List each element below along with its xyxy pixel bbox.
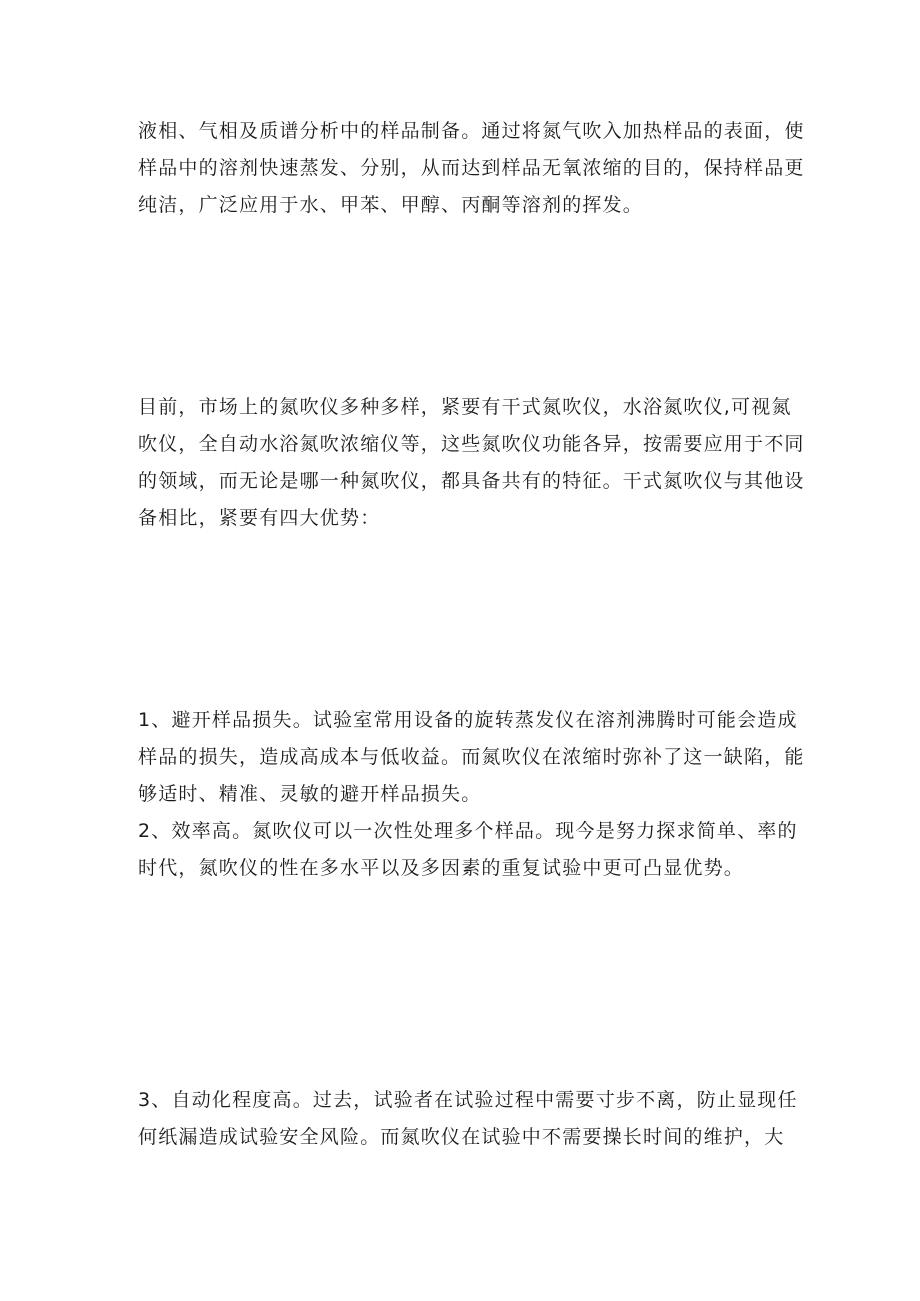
paragraph-sample-preparation: [138, 113, 805, 224]
text-line: 目前，市场上的氮吹仪多种多样，紧要有干式氮吹仪，水浴氮吹仪,可视氮: [138, 396, 792, 418]
text-line: 时代，氮吹仪的性在多水平以及多因素的重复试验中更可凸显优势。: [138, 857, 745, 879]
text-line: 吹仪，全自动水浴氮吹浓缩仪等，这些氮吹仪功能各异，按需要应用于不同: [138, 433, 805, 455]
text-line: 够适时、精准、灵敏的避开样品损失。: [138, 783, 482, 805]
paragraph-advantages-1-2: [138, 702, 805, 887]
paragraph-market-overview: [138, 389, 805, 537]
text-line: 的领域，而无论是哪一种氮吹仪，都具备共有的特征。干式氮吹仪与其他设: [138, 470, 805, 492]
text-line: 液相、气相及质谱分析中的样品制备。通过将氮气吹入加热样品的表面，使: [138, 120, 805, 142]
text-line: 样品的损失，造成高成本与低收益。而氮吹仪在浓缩时弥补了这一缺陷，能: [138, 746, 805, 768]
text-line: 备相比，紧要有四大优势：: [138, 507, 381, 529]
paragraph-advantage-3: [138, 1082, 798, 1156]
text-line: 3、自动化程度高。过去，试验者在试验过程中需要寸步不离，防止显现任: [138, 1089, 798, 1111]
text-line: 2、效率高。氮吹仪可以一次性处理多个样品。现今是努力探求简单、率的: [138, 820, 798, 842]
text-line: 何纸漏造成试验安全风险。而氮吹仪在试验中不需要操长时间的维护，大: [138, 1126, 785, 1148]
text-line: 纯洁，广泛应用于水、甲苯、甲醇、丙酮等溶剂的挥发。: [138, 194, 644, 216]
text-line: 样品中的溶剂快速蒸发、分别，从而达到样品无氧浓缩的目的，保持样品更: [138, 157, 805, 179]
text-line: 1、避开样品损失。试验室常用设备的旋转蒸发仪在溶剂沸腾时可能会造成: [138, 709, 798, 731]
